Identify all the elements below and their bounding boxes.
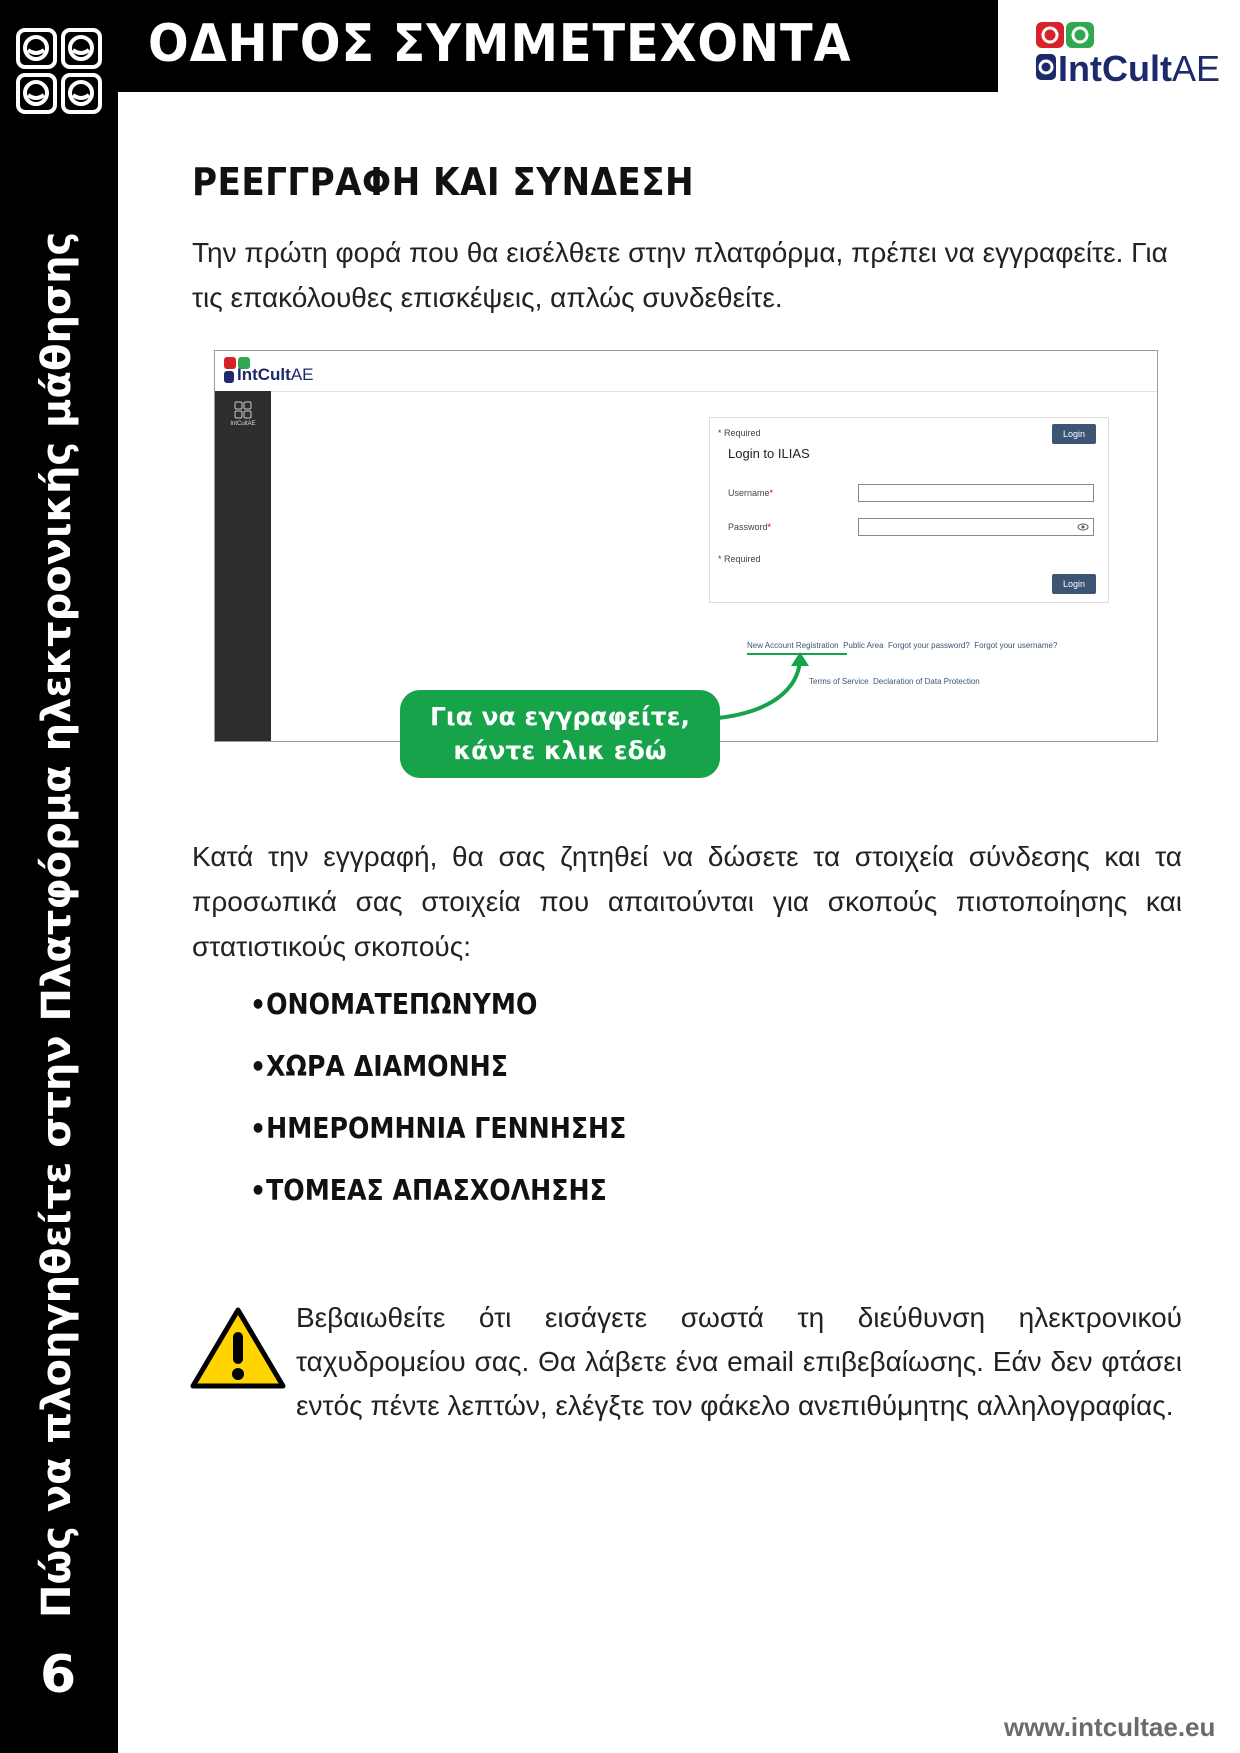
footer-url[interactable]: www.intcultae.eu: [1004, 1712, 1216, 1742]
side-logo-icon: [234, 401, 252, 419]
username-label: Username*: [728, 488, 774, 498]
warning-text: Βεβαιωθείτε ότι εισάγετε σωστά τη διεύθυνση ηλεκτρονικού ταχυδρομείου σας. Θα λάβετε ένα email επιβεβαίωσης. Εάν δεν φτάσει εντός πέντε λεπτών, ελέγξτε τον φάκελο ανεπιθύμητης αλληλογραφίας.: [296, 1302, 1182, 1421]
account-links: [747, 641, 1057, 650]
required-note-top: * Required: [718, 428, 761, 438]
login-screenshot: [214, 350, 1158, 742]
warning-icon: [190, 1306, 286, 1390]
list-item: •ΗΜΕΡΟΜΗΝΙΑ ΓΕΝΝΗΣΗΣ: [250, 1112, 627, 1145]
data-protection-link[interactable]: Declaration of Data Protection: [873, 677, 980, 686]
login-form-card: [709, 417, 1109, 603]
login-button-top[interactable]: Login: [1052, 424, 1096, 444]
screenshot-side-logo: [229, 401, 257, 427]
password-input[interactable]: [858, 518, 1094, 536]
forgot-password-link[interactable]: Forgot your password?: [887, 641, 970, 650]
logo-grid-icon: [16, 28, 102, 114]
list-item: •ΧΩΡΑ ΔΙΑΜΟΝΗΣ: [250, 1050, 508, 1083]
registration-underline: [747, 653, 847, 655]
registration-description: Κατά την εγγραφή, θα σας ζητηθεί να δώσετε τα στοιχεία σύνδεσης και τα προσωπικά σας στοιχεία που απαιτούνται για σκοπούς πιστοποίησης και στατιστικούς σκοπούς:: [192, 841, 1182, 962]
register-callout: [400, 690, 720, 778]
callout-line-1: Για να εγγραφείτε,: [429, 702, 691, 731]
list-item: •ΤΟΜΕΑΣ ΑΠΑΣΧΟΛΗΣΗΣ: [250, 1174, 607, 1207]
vertical-section-title: Πώς να πλοηγηθείτε στην Πλατφόρμα ηλεκτρονικής μάθησης: [34, 231, 80, 1618]
page-header-title: ΟΔΗΓΟΣ ΣΥΜΜΕΤΕΧΟΝΤΑ: [148, 14, 852, 74]
legal-links: [809, 677, 980, 686]
terms-link[interactable]: Terms of Service: [809, 677, 869, 686]
eye-icon[interactable]: [1077, 523, 1089, 531]
screenshot-sidebar: [215, 391, 271, 741]
screenshot-topbar: [215, 351, 1157, 392]
page-number: 6: [40, 1645, 77, 1705]
side-logo-label: IntCultAE: [230, 421, 256, 427]
password-label: Password*: [728, 522, 772, 532]
login-heading: Login to ILIAS: [728, 446, 810, 461]
list-item: •ΟΝΟΜΑΤΕΠΩΝΥΜΟ: [250, 988, 538, 1021]
public-area-link[interactable]: Public Area: [843, 641, 884, 650]
username-input[interactable]: [858, 484, 1094, 502]
section-title: ΡΕΕΓΓΡΑΦΗ ΚΑΙ ΣΥΝΔΕΣΗ: [192, 160, 695, 204]
intro-paragraph: Την πρώτη φορά που θα εισέλθετε στην πλατφόρμα, πρέπει να εγγραφείτε. Για τις επακόλουθες επισκέψεις, απλώς συνδεθείτε.: [192, 237, 1168, 313]
brand-logo: [1036, 18, 1220, 89]
required-note-bottom: * Required: [718, 554, 761, 564]
required-fields-list: [250, 985, 668, 1233]
callout-line-2: κάντε κλικ εδώ: [453, 736, 667, 765]
login-button-bottom[interactable]: Login: [1052, 574, 1096, 594]
forgot-username-link[interactable]: Forgot your username?: [974, 641, 1058, 650]
brand-wordmark: IntCultAE: [1058, 48, 1220, 89]
screenshot-brand: IntCultAE: [237, 365, 314, 384]
new-account-registration-link[interactable]: New Account Registration: [747, 641, 839, 650]
